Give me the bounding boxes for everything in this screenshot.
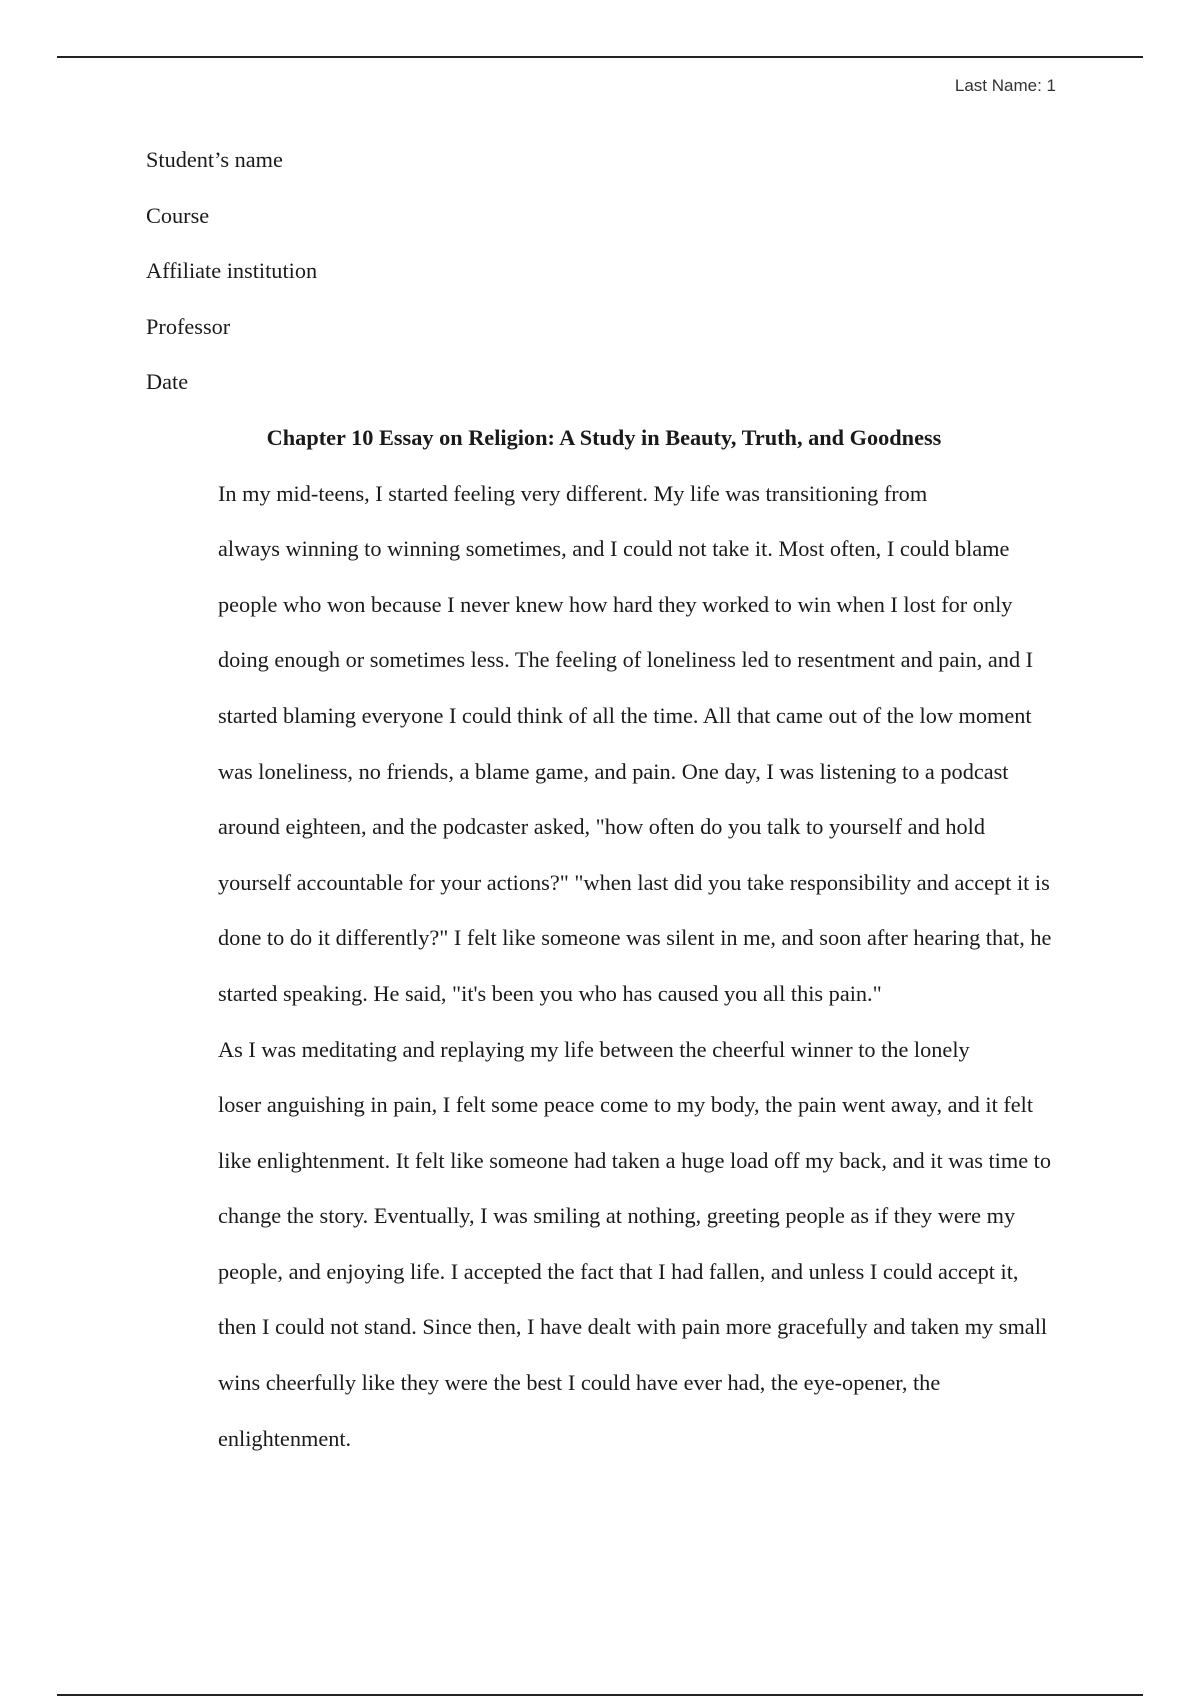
paragraph-line: was loneliness, no friends, a blame game, and pain. One day, I was listening to a podcast <box>218 758 1009 784</box>
paragraph-line: started blaming everyone I could think of all the time. All that came out of the low moment <box>218 702 1032 728</box>
essay-title: Chapter 10 Essay on Religion: A Study in Beauty, Truth, and Goodness <box>266 424 942 450</box>
paragraph-line: always winning to winning sometimes, and I could not take it. Most often, I could blame <box>218 536 1010 562</box>
document-body <box>146 132 1062 1466</box>
paragraph-line: then I could not stand. Since then, I have dealt with pain more gracefully and taken my small <box>218 1314 1048 1340</box>
paragraph-line: done to do it differently?" I felt like someone was silent in me, and soon after hearing that, he <box>218 925 1052 951</box>
paragraph-line: change the story. Eventually, I was smiling at nothing, greeting people as if they were my <box>218 1203 1016 1229</box>
paragraph-line: wins cheerfully like they were the best I could have ever had, the eye-opener, the <box>218 1370 941 1396</box>
page-top-rule <box>57 56 1143 58</box>
paragraph-line: around eighteen, and the podcaster asked, "how often do you talk to yourself and hold <box>218 814 985 840</box>
paragraph-line: In my mid-teens, I started feeling very different. My life was transitioning from <box>218 480 928 506</box>
professor: Professor <box>146 313 231 339</box>
date: Date <box>146 369 189 395</box>
paragraph-line: enlightenment. <box>218 1425 352 1451</box>
running-head: Last Name: 1 <box>954 76 1056 95</box>
paragraph-line: doing enough or sometimes less. The feeling of loneliness led to resentment and pain, and I <box>218 647 1034 673</box>
affiliate-institution: Affiliate institution <box>146 258 318 284</box>
paragraph-line: people, and enjoying life. I accepted the fact that I had fallen, and unless I could accept it, <box>218 1258 1019 1284</box>
paragraph-line: yourself accountable for your actions?" "when last did you take responsibility and accept it is <box>218 869 1050 895</box>
paragraph-line: As I was meditating and replaying my life between the cheerful winner to the lonely <box>218 1036 970 1062</box>
paragraph-line: like enlightenment. It felt like someone had taken a huge load off my back, and it was time to <box>218 1147 1052 1173</box>
student-name: Student’s name <box>146 147 283 172</box>
paragraph-2 <box>146 1022 1062 1467</box>
page-bottom-rule <box>57 1694 1143 1696</box>
paragraph-line: people who won because I never knew how hard they worked to win when I lost for only <box>218 591 1013 617</box>
paragraph-line: started speaking. He said, "it's been you who has caused you all this pain." <box>218 980 882 1006</box>
paragraph-1 <box>146 466 1062 1022</box>
course: Course <box>146 202 210 228</box>
paragraph-line: loser anguishing in pain, I felt some peace come to my body, the pain went away, and it felt <box>218 1092 1034 1118</box>
